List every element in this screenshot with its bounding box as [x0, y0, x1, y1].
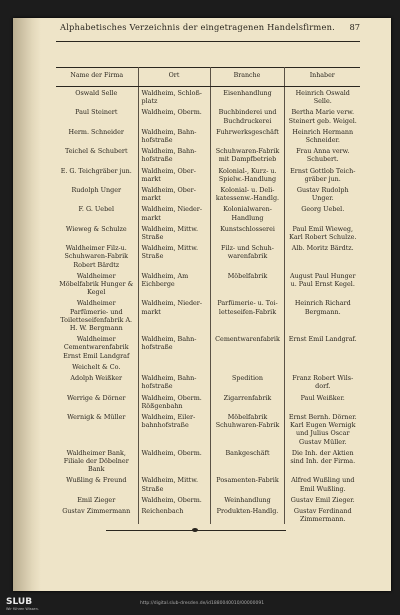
- table-row: [56, 145, 360, 164]
- table-cell: Waldheim, Eiler-bahnhofstraße: [138, 411, 210, 447]
- table-cell: Spedition: [210, 372, 284, 391]
- viewer-footer-bar: [0, 596, 400, 615]
- table-cell: Ernst Gottlob Teich-gräber jun.: [284, 165, 360, 184]
- table-cell: Paul Emil Wieweg, Karl Robert Schulze.: [284, 223, 360, 242]
- table-cell: Filz- und Schuh-warenfabrik: [210, 242, 284, 270]
- table-cell: August Paul Hunger u. Paul Ernst Kegel.: [284, 270, 360, 298]
- slub-logo: SLUB: [6, 597, 33, 607]
- table-cell: Ernst Emil Landgraf.: [284, 333, 360, 361]
- table-cell: Eisenhandlung: [210, 87, 284, 107]
- table-cell: Möbelfabrik Schuhwaren-Fabrik: [210, 411, 284, 447]
- table-cell: Oswald Selle: [75, 89, 118, 97]
- column-header: Inhaber: [284, 67, 360, 87]
- table-row: [56, 270, 360, 298]
- table-cell: Waldheim, Mittw. Straße: [138, 242, 210, 270]
- table-cell: Waldheim, Oberm.: [138, 494, 210, 505]
- table-row: [56, 223, 360, 242]
- table-cell: Kunstschlosserei: [210, 223, 284, 242]
- table-cell: Franz Robert Wils-dorf.: [284, 372, 360, 391]
- table-cell: Buchbinderei und Buchdruckerei: [210, 106, 284, 125]
- table-cell: Waldheim, Nieder-markt: [138, 297, 210, 333]
- column-header: Name der Firma: [56, 67, 138, 87]
- table-row: [56, 505, 360, 524]
- table-cell: Heinrich Hermann Schneider.: [284, 126, 360, 145]
- table-cell: Alfred Wußling und Emil Wußling.: [284, 474, 360, 493]
- table-header-row: [56, 67, 360, 87]
- table-cell: Rudolph Unger: [71, 186, 122, 195]
- end-ornament-rule: [106, 530, 286, 534]
- table-cell: Produkten-Handlg.: [210, 505, 284, 524]
- table-row: [56, 297, 360, 333]
- table-cell: Waldheimer Möbelfabrik Hunger & Kegel: [59, 271, 134, 297]
- table-cell: Heinrich Oswald Selle.: [284, 87, 360, 107]
- table-cell: Waldheimer Parfümerie- und Toiletteseifenfabrik A. H. W. Bergmann: [60, 299, 133, 333]
- table-cell: Kolonial- u. Deli-katessenw.-Handlg.: [210, 184, 284, 203]
- table-cell: Paul Weißker.: [284, 392, 360, 411]
- table-cell: Fuhrwerksgeschäft: [210, 126, 284, 145]
- table-cell: Schuhwaren-Fabrik mit Dampfbetrieb: [210, 145, 284, 164]
- table-cell: Weinhandlung: [210, 494, 284, 505]
- table-row: [56, 447, 360, 475]
- table-cell: Waldheim, Nieder-markt: [138, 203, 210, 222]
- table-row: [56, 184, 360, 203]
- table-cell: Kolonialwaren-Handlung: [210, 203, 284, 222]
- column-header: Branche: [210, 67, 284, 87]
- table-cell: Waldheim, Oberm. Rößgenbahn: [138, 392, 210, 411]
- table-cell: Reichenbach: [138, 505, 210, 524]
- table-row: [56, 494, 360, 505]
- table-row: [56, 361, 360, 372]
- table-cell: Cementwarenfabrik: [210, 333, 284, 361]
- page-header: [60, 22, 360, 36]
- table-row: [56, 372, 360, 391]
- table-cell: Emil Zieger: [77, 495, 116, 504]
- table-cell: Georg Uebel.: [284, 203, 360, 222]
- table-cell: Waldheim, Bahn-hofstraße: [138, 333, 210, 361]
- table-cell: Waldheim, Oberm.: [138, 106, 210, 125]
- table-row: [56, 87, 360, 107]
- table-cell: Gustav Zimmermann: [62, 506, 131, 515]
- table-cell: E. G. Teichgräber jun.: [60, 166, 132, 175]
- table-cell: [284, 361, 360, 372]
- page-spine-shadow: [13, 18, 41, 591]
- table-cell: Posamenten-Fabrik: [210, 474, 284, 493]
- table-cell: Bertha Marie verw. Steinert geb. Weigel.: [284, 106, 360, 125]
- slub-logo-subtitle: Wir führen Wissen.: [6, 607, 39, 611]
- table-cell: Waldheim, Mittw. Straße: [138, 223, 210, 242]
- table-row: [56, 411, 360, 447]
- table-cell: F. G. Uebel: [78, 205, 115, 214]
- table-cell: Ernst Bernh. Dörner. Karl Eugen Wernigk und Julius Oscar Gustav Müller.: [284, 411, 360, 447]
- table-cell: Waldheimer Filz-u. Schuhwaren-Fabrik Robert Bärdtz: [64, 244, 129, 269]
- table-cell: Waldheim, Bahn-hofstraße: [138, 126, 210, 145]
- table-cell: Wernigk & Müller: [67, 412, 126, 421]
- table-cell: Weichelt & Co.: [72, 362, 121, 371]
- table-cell: Bankgeschäft: [210, 447, 284, 475]
- table-row: [56, 165, 360, 184]
- table-cell: Kolonial-, Kurz- u. Spielw.-Handlung: [210, 165, 284, 184]
- table-row: [56, 333, 360, 361]
- table-cell: Wieweg & Schulze: [65, 224, 127, 233]
- header-rule: [56, 41, 360, 42]
- column-header: Ort: [138, 67, 210, 87]
- table-row: [56, 126, 360, 145]
- table-cell: Waldheim, Am Eichberge: [138, 270, 210, 298]
- table-cell: Waldheim, Oberm.: [138, 447, 210, 475]
- table-row: [56, 203, 360, 222]
- document-url[interactable]: http://digital.slub-dresden.de/id1880040010/00000091: [140, 601, 265, 606]
- table-row: [56, 392, 360, 411]
- table-cell: Paul Steinert: [75, 108, 118, 117]
- table-row: [56, 474, 360, 493]
- table-cell: Parfümerie- u. Toi-letteseifen-Fabrik: [210, 297, 284, 333]
- table-cell: Waldheim, Ober-markt: [138, 165, 210, 184]
- table-cell: Wußling & Freund: [66, 476, 127, 485]
- table-cell: Heinrich Richard Bergmann.: [284, 297, 360, 333]
- table-cell: Waldheim, Bahn-hofstraße: [138, 372, 210, 391]
- table-cell: Adolph Weißker: [70, 374, 123, 383]
- table-cell: Gustav Ferdinand Zimmermann.: [284, 505, 360, 524]
- table-cell: Waldheim, Ober-markt: [138, 184, 210, 203]
- table-cell: Herm. Schneider: [68, 127, 124, 136]
- table-cell: Die Inh. der Aktien sind Inh. der Firma.: [284, 447, 360, 475]
- firm-register-table: [56, 67, 360, 524]
- page-number: 87: [349, 22, 360, 32]
- table-cell: Waldheimer Cementwarenfabrik Ernst Emil Landgraf: [63, 335, 130, 360]
- table-cell: [138, 361, 210, 372]
- table-row: [56, 106, 360, 125]
- table-cell: Zigarrenfabrik: [210, 392, 284, 411]
- table-cell: Waldheim, Bahn-hofstraße: [138, 145, 210, 164]
- table-cell: Gustav Rudolph Unger.: [284, 184, 360, 203]
- table-cell: Möbelfabrik: [210, 270, 284, 298]
- table-cell: Alb. Moritz Bärdtz.: [284, 242, 360, 270]
- table-row: [56, 242, 360, 270]
- table-cell: [210, 361, 284, 372]
- table-cell: Gustav Emil Zieger.: [284, 494, 360, 505]
- table-cell: Waldheim, Mittw. Straße: [138, 474, 210, 493]
- running-title: Alphabetisches Verzeichnis der eingetragenen Handelsfirmen.: [60, 22, 335, 32]
- table-cell: Waldheimer Bank, Filiale der Döbelner Bank: [63, 448, 129, 474]
- table-cell: Werrige & Dörner: [66, 393, 126, 402]
- table-cell: Frau Anna verw. Schubert.: [284, 145, 360, 164]
- table-body: [56, 87, 360, 525]
- table-cell: Waldheim, Schloß-platz: [138, 87, 210, 107]
- table-cell: Teichel & Schubert: [64, 147, 128, 156]
